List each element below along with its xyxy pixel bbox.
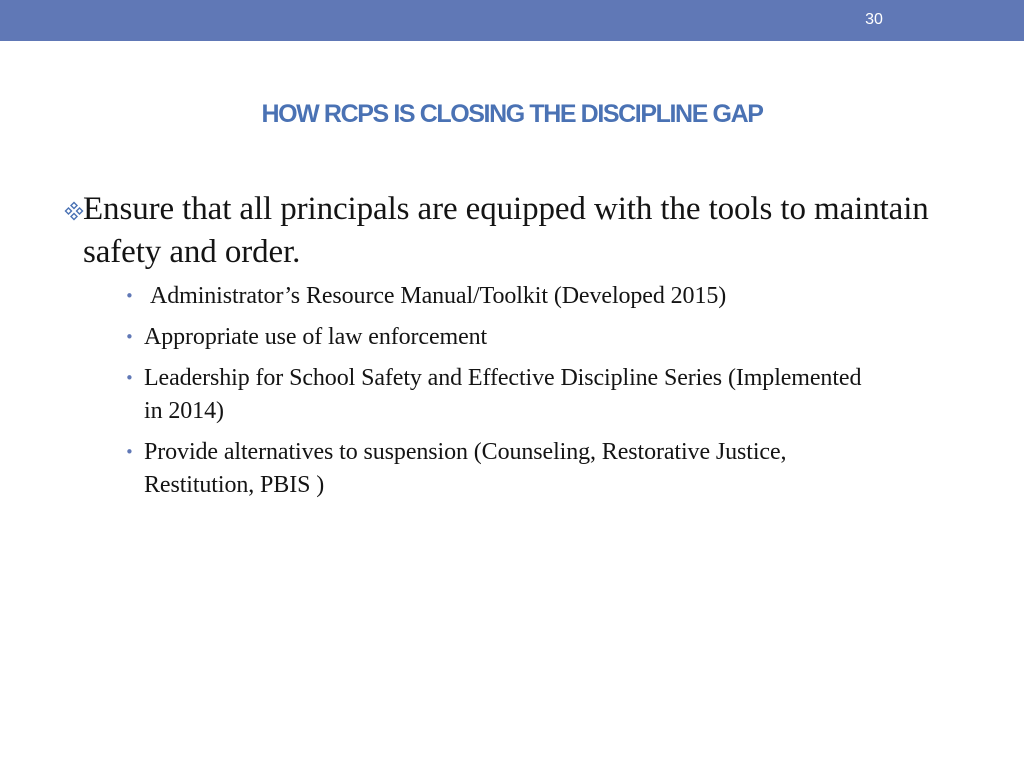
sub-bullet-item: [64, 321, 884, 354]
main-bullet-point: [64, 188, 964, 274]
sub-bullet-list: [64, 280, 964, 502]
bullet-icon: •: [125, 328, 134, 346]
bullet-icon: •: [125, 287, 134, 305]
sub-bullet-item: [64, 362, 884, 428]
header-bar: [0, 0, 1024, 41]
sub-bullet-text: Administrator’s Resource Manual/Toolkit (Developed 2015): [150, 283, 727, 309]
bullet-icon: •: [125, 369, 134, 387]
sub-bullet-item: [64, 436, 884, 502]
bullet-icon: •: [125, 443, 134, 461]
slide-number: 30: [865, 11, 883, 28]
sub-bullet-item: [64, 280, 884, 313]
sub-bullet-text: Leadership for School Safety and Effective Discipline Series (Implemented in 2014): [144, 365, 862, 424]
sub-bullet-text: Appropriate use of law enforcement: [144, 324, 488, 350]
diamond-bullet-icon: [64, 201, 84, 221]
main-bullet-text: Ensure that all principals are equipped with the tools to maintain safety and order.: [83, 191, 929, 270]
content-area: [64, 188, 964, 510]
sub-bullet-text: Provide alternatives to suspension (Counseling, Restorative Justice, Restitution, PBIS ): [144, 439, 787, 498]
slide-title: HOW RCPS IS CLOSING THE DISCIPLINE GAP: [261, 100, 763, 128]
